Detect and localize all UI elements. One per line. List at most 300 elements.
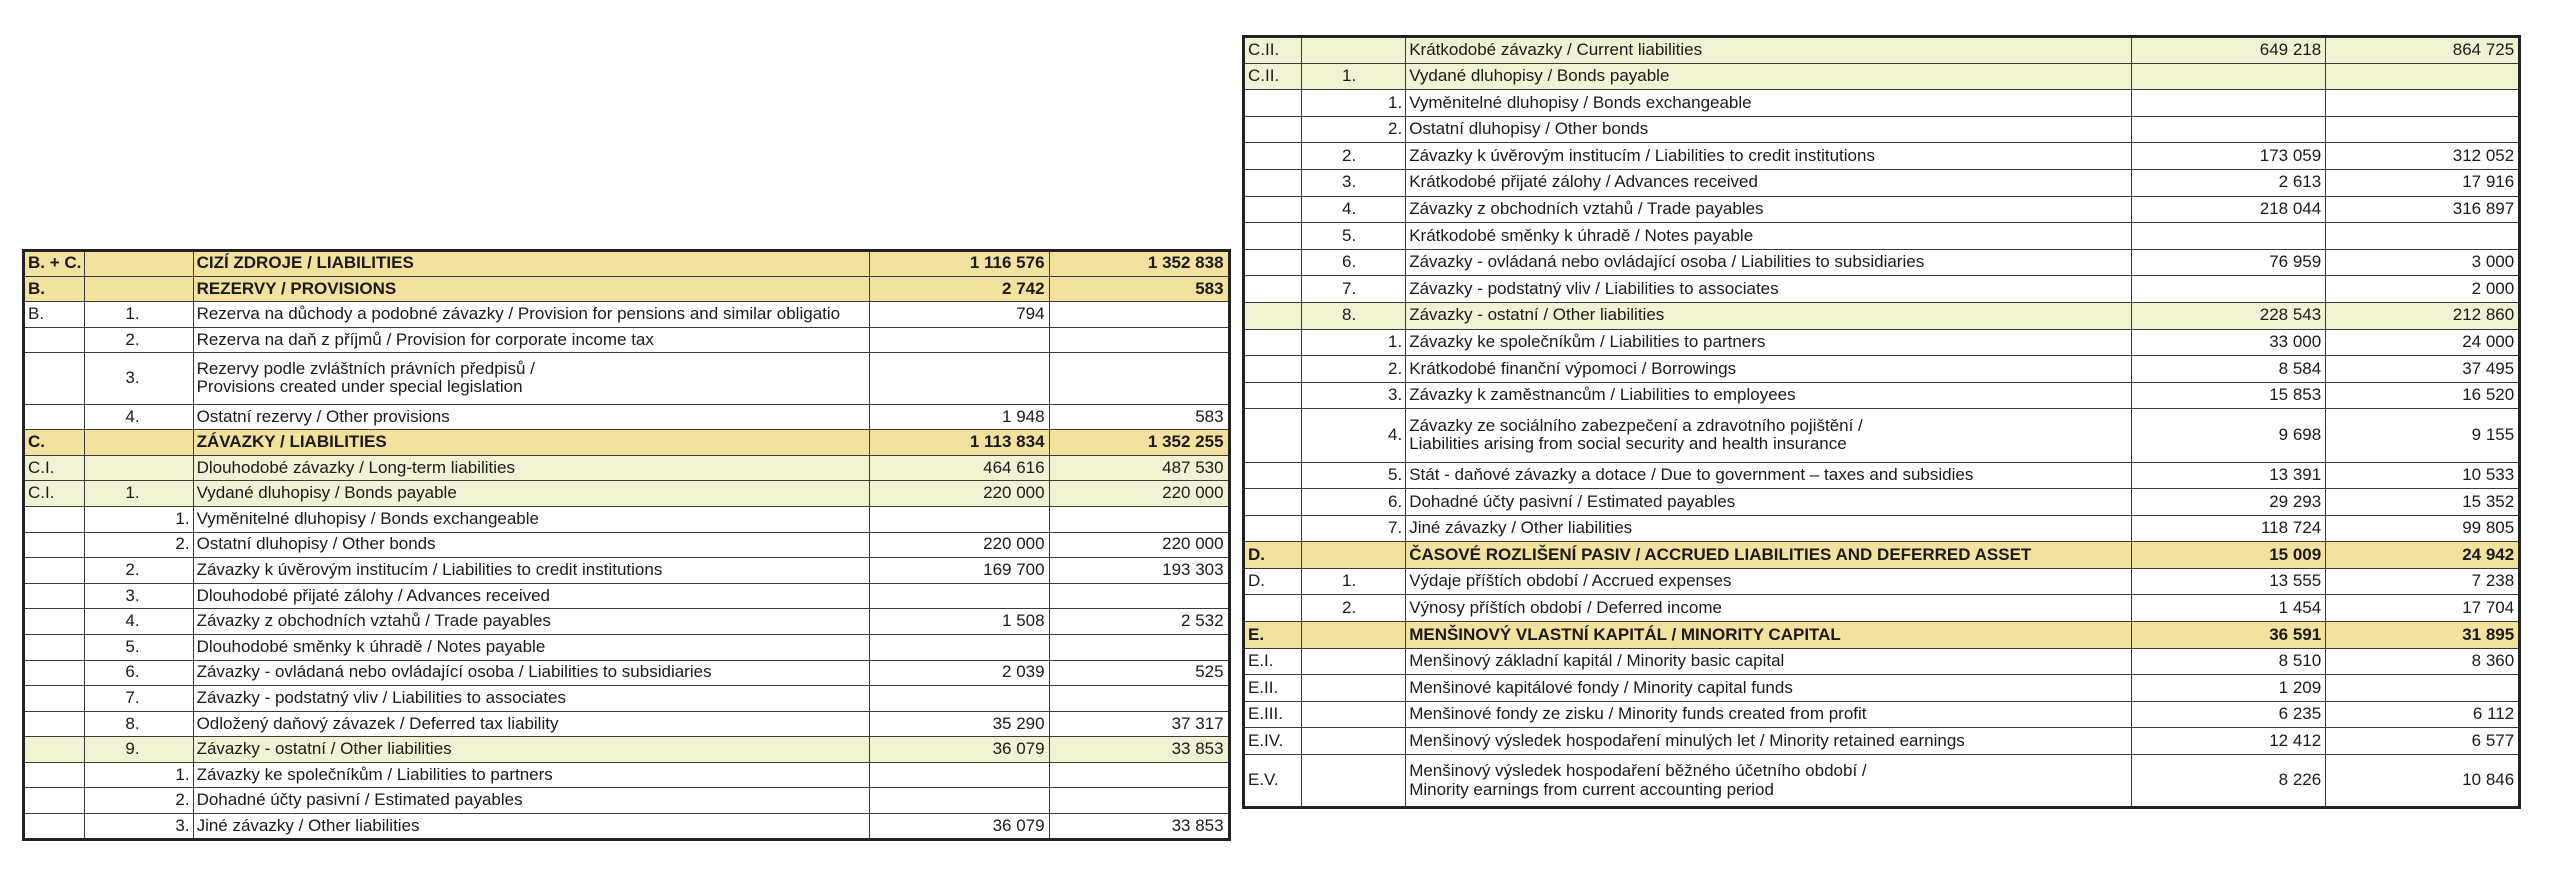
row-value-current: 6 235 <box>2132 701 2326 728</box>
row-description: Dohadné účty pasivní / Estimated payables <box>1406 489 2132 516</box>
table-row <box>24 481 1230 507</box>
row-value-previous: 583 <box>1049 404 1229 430</box>
row-value-previous: 31 895 <box>2326 622 2520 649</box>
table-row <box>24 609 1230 635</box>
row-value-previous <box>2326 223 2520 250</box>
row-value-previous: 33 853 <box>1049 814 1229 840</box>
row-description: Vyměnitelné dluhopisy / Bonds exchangeable <box>193 506 869 532</box>
row-section-code: C.I. <box>24 481 85 507</box>
table-row <box>24 686 1230 712</box>
row-item-number: 5. <box>85 634 193 660</box>
row-value-previous: 24 000 <box>2326 329 2520 356</box>
row-section-code <box>1244 249 1302 276</box>
row-section-code <box>24 609 85 635</box>
row-section-code <box>24 558 85 584</box>
row-description: Závazky ke společníkům / Liabilities to partners <box>193 762 869 788</box>
row-value-previous <box>1049 762 1229 788</box>
row-value-current: 169 700 <box>869 558 1049 584</box>
row-description-line-2: Minority earnings from current accounting period <box>1409 779 1774 799</box>
row-item-number <box>1302 675 1406 702</box>
row-value-previous: 17 704 <box>2326 595 2520 622</box>
row-section-code <box>24 353 85 404</box>
row-item-number: 8. <box>85 711 193 737</box>
table-row <box>1244 37 2520 64</box>
row-value-current: 36 079 <box>869 737 1049 763</box>
row-description: Menšinové kapitálové fondy / Minority capital funds <box>1406 675 2132 702</box>
row-value-current: 649 218 <box>2132 37 2326 64</box>
row-value-previous: 220 000 <box>1049 532 1229 558</box>
row-value-current: 2 039 <box>869 660 1049 686</box>
row-section-code: D. <box>1244 568 1302 595</box>
table-row <box>1244 728 2520 755</box>
table-row <box>1244 489 2520 516</box>
row-section-code <box>1244 169 1302 196</box>
row-value-current <box>869 788 1049 814</box>
table-row <box>1244 542 2520 569</box>
row-section-code: E.I. <box>1244 648 1302 675</box>
row-section-code: C.II. <box>1244 37 1302 64</box>
row-section-code <box>24 762 85 788</box>
table-row <box>1244 63 2520 90</box>
row-value-previous: 6 112 <box>2326 701 2520 728</box>
row-item-number: 5. <box>1302 462 1406 489</box>
table-row <box>1244 515 2520 542</box>
table-row <box>24 430 1230 456</box>
row-value-previous: 8 360 <box>2326 648 2520 675</box>
row-description: Závazky k zaměstnancům / Liabilities to employees <box>1406 382 2132 409</box>
table-row <box>1244 462 2520 489</box>
row-item-number: 4. <box>1302 196 1406 223</box>
row-item-number: 4. <box>85 404 193 430</box>
table-row <box>1244 90 2520 117</box>
row-value-current <box>869 583 1049 609</box>
row-item-number: 1. <box>1302 329 1406 356</box>
row-value-previous: 193 303 <box>1049 558 1229 584</box>
row-item-number: 8. <box>1302 302 1406 329</box>
row-value-current: 1 508 <box>869 609 1049 635</box>
table-row <box>1244 595 2520 622</box>
row-description: MENŠINOVÝ VLASTNÍ KAPITÁL / MINORITY CAPITAL <box>1406 622 2132 649</box>
row-item-number: 2. <box>1302 356 1406 383</box>
row-value-previous: 10 846 <box>2326 755 2520 808</box>
row-description: Závazky k úvěrovým institucím / Liabilities to credit institutions <box>193 558 869 584</box>
left-table-body <box>24 251 1230 840</box>
row-description: Závazky ke společníkům / Liabilities to partners <box>1406 329 2132 356</box>
row-value-previous <box>1049 686 1229 712</box>
right-balance-sheet-table <box>1242 35 2521 809</box>
row-value-previous <box>1049 634 1229 660</box>
row-value-current: 13 555 <box>2132 568 2326 595</box>
row-section-code: E.V. <box>1244 755 1302 808</box>
row-section-code <box>1244 356 1302 383</box>
row-description: Závazky - ovládaná nebo ovládající osoba / Liabilities to subsidiaries <box>1406 249 2132 276</box>
table-row <box>24 302 1230 328</box>
row-value-current: 1 116 576 <box>869 251 1049 277</box>
row-value-current: 2 613 <box>2132 169 2326 196</box>
row-value-previous: 316 897 <box>2326 196 2520 223</box>
row-value-current: 794 <box>869 302 1049 328</box>
row-value-previous <box>2326 116 2520 143</box>
table-row <box>1244 382 2520 409</box>
row-description: Odložený daňový závazek / Deferred tax liability <box>193 711 869 737</box>
row-description: Výnosy příštích období / Deferred income <box>1406 595 2132 622</box>
row-item-number: 2. <box>85 532 193 558</box>
row-section-code <box>1244 302 1302 329</box>
table-row <box>24 506 1230 532</box>
row-item-number: 7. <box>85 686 193 712</box>
table-row <box>1244 143 2520 170</box>
row-description: Výdaje příštích období / Accrued expenses <box>1406 568 2132 595</box>
table-row <box>24 737 1230 763</box>
row-description: Závazky - ovládaná nebo ovládající osoba / Liabilities to subsidiaries <box>193 660 869 686</box>
row-item-number: 1. <box>1302 568 1406 595</box>
row-value-previous: 33 853 <box>1049 737 1229 763</box>
row-section-code <box>1244 116 1302 143</box>
row-item-number <box>1302 542 1406 569</box>
row-value-current: 8 584 <box>2132 356 2326 383</box>
row-description: Ostatní dluhopisy / Other bonds <box>193 532 869 558</box>
row-value-current: 464 616 <box>869 455 1049 481</box>
row-description: Jiné závazky / Other liabilities <box>1406 515 2132 542</box>
row-description: Dlouhodobé směnky k úhradě / Notes payable <box>193 634 869 660</box>
table-row <box>24 634 1230 660</box>
row-value-current: 1 454 <box>2132 595 2326 622</box>
table-row <box>1244 409 2520 462</box>
row-section-code <box>24 737 85 763</box>
row-section-code <box>24 814 85 840</box>
row-value-previous: 9 155 <box>2326 409 2520 462</box>
row-description: Závazky - podstatný vliv / Liabilities to associates <box>1406 276 2132 303</box>
table-row <box>24 660 1230 686</box>
row-value-previous: 99 805 <box>2326 515 2520 542</box>
row-description: Rezerva na důchody a podobné závazky / Provision for pensions and similar obligatio <box>193 302 869 328</box>
row-value-current <box>2132 90 2326 117</box>
row-value-previous: 583 <box>1049 276 1229 302</box>
row-value-current: 13 391 <box>2132 462 2326 489</box>
row-section-code <box>1244 595 1302 622</box>
row-section-code <box>1244 462 1302 489</box>
table-row <box>24 762 1230 788</box>
row-item-number: 6. <box>85 660 193 686</box>
row-item-number: 6. <box>1302 249 1406 276</box>
row-value-current: 218 044 <box>2132 196 2326 223</box>
left-balance-sheet-table <box>22 249 1231 841</box>
row-section-code <box>1244 382 1302 409</box>
row-section-code: B. <box>24 302 85 328</box>
row-item-number: 2. <box>85 788 193 814</box>
row-value-current <box>2132 63 2326 90</box>
row-item-number <box>1302 37 1406 64</box>
row-section-code <box>24 327 85 353</box>
row-section-code <box>24 506 85 532</box>
row-section-code <box>1244 515 1302 542</box>
table-row <box>1244 169 2520 196</box>
row-value-previous: 2 532 <box>1049 609 1229 635</box>
row-value-previous: 1 352 838 <box>1049 251 1229 277</box>
row-section-code: C. <box>24 430 85 456</box>
row-value-current: 29 293 <box>2132 489 2326 516</box>
table-row <box>24 455 1230 481</box>
row-description: Dlouhodobé závazky / Long-term liabilities <box>193 455 869 481</box>
table-row <box>1244 701 2520 728</box>
table-row <box>1244 675 2520 702</box>
row-item-number: 1. <box>85 762 193 788</box>
row-description: Menšinové fondy ze zisku / Minority funds created from profit <box>1406 701 2132 728</box>
row-value-current: 1 209 <box>2132 675 2326 702</box>
row-item-number <box>1302 701 1406 728</box>
row-value-current: 220 000 <box>869 481 1049 507</box>
row-section-code: E.IV. <box>1244 728 1302 755</box>
row-section-code: E. <box>1244 622 1302 649</box>
row-value-previous: 6 577 <box>2326 728 2520 755</box>
row-item-number: 3. <box>85 814 193 840</box>
row-item-number: 4. <box>1302 409 1406 462</box>
row-value-current: 8 226 <box>2132 755 2326 808</box>
row-item-number <box>85 276 193 302</box>
row-section-code: C.II. <box>1244 63 1302 90</box>
row-value-current <box>2132 223 2326 250</box>
row-description: Menšinový základní kapitál / Minority basic capital <box>1406 648 2132 675</box>
row-value-previous <box>2326 63 2520 90</box>
row-description: Vyměnitelné dluhopisy / Bonds exchangeable <box>1406 90 2132 117</box>
row-value-previous: 37 317 <box>1049 711 1229 737</box>
row-item-number <box>85 455 193 481</box>
row-value-previous: 220 000 <box>1049 481 1229 507</box>
table-row <box>1244 755 2520 808</box>
row-value-previous: 17 916 <box>2326 169 2520 196</box>
row-description: Závazky - ostatní / Other liabilities <box>1406 302 2132 329</box>
row-description-line-1: Závazky ze sociálního zabezpečení a zdravotního pojištění / <box>1409 415 1863 435</box>
table-row <box>1244 568 2520 595</box>
row-value-previous <box>2326 90 2520 117</box>
row-section-code: B. + C. <box>24 251 85 277</box>
row-description-line-1: Rezervy podle zvláštních právních předpisů / <box>196 358 535 378</box>
row-description: Ostatní rezervy / Other provisions <box>193 404 869 430</box>
row-item-number: 1. <box>85 506 193 532</box>
row-section-code <box>24 634 85 660</box>
row-item-number <box>1302 622 1406 649</box>
row-item-number: 6. <box>1302 489 1406 516</box>
table-row <box>1244 302 2520 329</box>
table-row <box>1244 276 2520 303</box>
row-description-line-2: Liabilities arising from social security and health insurance <box>1409 434 1847 454</box>
row-value-current: 118 724 <box>2132 515 2326 542</box>
row-item-number <box>1302 648 1406 675</box>
row-value-previous: 24 942 <box>2326 542 2520 569</box>
row-value-current: 36 079 <box>869 814 1049 840</box>
table-row <box>1244 196 2520 223</box>
row-item-number: 3. <box>1302 382 1406 409</box>
table-row <box>24 711 1230 737</box>
row-value-previous: 16 520 <box>2326 382 2520 409</box>
row-value-previous: 487 530 <box>1049 455 1229 481</box>
row-section-code <box>1244 276 1302 303</box>
row-value-previous <box>1049 302 1229 328</box>
row-description: ČASOVÉ ROZLIŠENÍ PASIV / ACCRUED LIABILITIES AND DEFERRED ASSET <box>1406 542 2132 569</box>
row-value-previous: 2 000 <box>2326 276 2520 303</box>
table-row <box>24 404 1230 430</box>
row-value-current <box>2132 276 2326 303</box>
row-value-previous <box>1049 788 1229 814</box>
row-description: Vydané dluhopisy / Bonds payable <box>1406 63 2132 90</box>
row-value-current <box>869 506 1049 532</box>
row-section-code <box>1244 409 1302 462</box>
row-section-code <box>1244 90 1302 117</box>
row-description: Jiné závazky / Other liabilities <box>193 814 869 840</box>
row-value-previous <box>1049 583 1229 609</box>
row-value-previous <box>1049 327 1229 353</box>
row-description: Menšinový výsledek hospodaření minulých let / Minority retained earnings <box>1406 728 2132 755</box>
row-value-previous: 864 725 <box>2326 37 2520 64</box>
row-item-number: 2. <box>85 558 193 584</box>
row-value-current: 35 290 <box>869 711 1049 737</box>
row-value-previous: 3 000 <box>2326 249 2520 276</box>
row-description: Krátkodobé finanční výpomoci / Borrowings <box>1406 356 2132 383</box>
row-value-current <box>869 634 1049 660</box>
row-description: Ostatní dluhopisy / Other bonds <box>1406 116 2132 143</box>
row-value-current <box>869 327 1049 353</box>
row-value-current <box>2132 116 2326 143</box>
table-row <box>24 558 1230 584</box>
row-value-previous <box>2326 675 2520 702</box>
table-row <box>24 251 1230 277</box>
table-row <box>1244 116 2520 143</box>
row-section-code <box>1244 489 1302 516</box>
row-value-current: 15 009 <box>2132 542 2326 569</box>
row-section-code: C.I. <box>24 455 85 481</box>
row-description: Závazky - podstatný vliv / Liabilities to associates <box>193 686 869 712</box>
row-section-code <box>24 583 85 609</box>
row-item-number <box>85 430 193 456</box>
row-value-current <box>869 686 1049 712</box>
row-section-code <box>1244 329 1302 356</box>
row-item-number: 5. <box>1302 223 1406 250</box>
row-item-number: 1. <box>1302 63 1406 90</box>
row-value-previous <box>1049 353 1229 404</box>
row-section-code: D. <box>1244 542 1302 569</box>
row-value-current <box>869 353 1049 404</box>
row-section-code <box>24 404 85 430</box>
table-row <box>1244 223 2520 250</box>
row-description <box>1406 409 2132 462</box>
row-item-number: 1. <box>85 302 193 328</box>
row-item-number: 2. <box>1302 595 1406 622</box>
row-value-current: 12 412 <box>2132 728 2326 755</box>
row-item-number: 9. <box>85 737 193 763</box>
row-value-current: 1 948 <box>869 404 1049 430</box>
row-description: Závazky z obchodních vztahů / Trade payables <box>1406 196 2132 223</box>
row-section-code: E.II. <box>1244 675 1302 702</box>
row-section-code <box>1244 143 1302 170</box>
row-value-current: 9 698 <box>2132 409 2326 462</box>
row-value-current: 8 510 <box>2132 648 2326 675</box>
row-item-number: 2. <box>1302 116 1406 143</box>
row-section-code <box>24 660 85 686</box>
row-item-number: 4. <box>85 609 193 635</box>
row-description <box>1406 755 2132 808</box>
row-item-number: 3. <box>1302 169 1406 196</box>
row-value-previous: 37 495 <box>2326 356 2520 383</box>
row-item-number: 3. <box>85 583 193 609</box>
row-value-current: 33 000 <box>2132 329 2326 356</box>
row-value-previous: 10 533 <box>2326 462 2520 489</box>
row-description: Závazky z obchodních vztahů / Trade payables <box>193 609 869 635</box>
table-row <box>1244 329 2520 356</box>
row-value-previous <box>1049 506 1229 532</box>
row-value-current: 2 742 <box>869 276 1049 302</box>
table-row <box>24 353 1230 404</box>
row-description: Krátkodobé přijaté zálohy / Advances received <box>1406 169 2132 196</box>
table-row <box>24 583 1230 609</box>
row-description: Závazky k úvěrovým institucím / Liabilities to credit institutions <box>1406 143 2132 170</box>
row-item-number <box>85 251 193 277</box>
row-description: Rezerva na daň z příjmů / Provision for corporate income tax <box>193 327 869 353</box>
row-value-previous: 312 052 <box>2326 143 2520 170</box>
row-description: REZERVY / PROVISIONS <box>193 276 869 302</box>
row-description-line-1: Menšinový výsledek hospodaření běžného účetního období / <box>1409 760 1867 780</box>
row-value-current: 36 591 <box>2132 622 2326 649</box>
row-value-current: 220 000 <box>869 532 1049 558</box>
row-value-previous: 212 860 <box>2326 302 2520 329</box>
row-description: Vydané dluhopisy / Bonds payable <box>193 481 869 507</box>
row-item-number: 1. <box>85 481 193 507</box>
row-section-code <box>24 686 85 712</box>
table-row <box>24 327 1230 353</box>
row-item-number: 3. <box>85 353 193 404</box>
row-description: Krátkodobé směnky k úhradě / Notes payable <box>1406 223 2132 250</box>
row-value-current: 1 113 834 <box>869 430 1049 456</box>
row-item-number <box>1302 755 1406 808</box>
row-value-previous: 525 <box>1049 660 1229 686</box>
row-description: Dlouhodobé přijaté zálohy / Advances received <box>193 583 869 609</box>
row-value-current: 15 853 <box>2132 382 2326 409</box>
row-item-number: 7. <box>1302 515 1406 542</box>
row-value-previous: 1 352 255 <box>1049 430 1229 456</box>
row-item-number: 1. <box>1302 90 1406 117</box>
row-description: Stát - daňové závazky a dotace / Due to government – taxes and subsidies <box>1406 462 2132 489</box>
row-section-code <box>1244 223 1302 250</box>
row-value-current: 76 959 <box>2132 249 2326 276</box>
table-row <box>1244 249 2520 276</box>
table-row <box>1244 648 2520 675</box>
table-row <box>1244 356 2520 383</box>
row-section-code: B. <box>24 276 85 302</box>
row-section-code <box>24 711 85 737</box>
row-value-previous: 7 238 <box>2326 568 2520 595</box>
row-item-number: 2. <box>1302 143 1406 170</box>
table-row <box>24 814 1230 840</box>
row-section-code <box>24 788 85 814</box>
row-description <box>193 353 869 404</box>
table-row <box>24 532 1230 558</box>
row-description: Závazky - ostatní / Other liabilities <box>193 737 869 763</box>
table-row <box>1244 622 2520 649</box>
row-value-previous: 15 352 <box>2326 489 2520 516</box>
row-value-current: 173 059 <box>2132 143 2326 170</box>
row-item-number: 7. <box>1302 276 1406 303</box>
row-description: Krátkodobé závazky / Current liabilities <box>1406 37 2132 64</box>
row-description-line-2: Provisions created under special legislation <box>196 377 523 397</box>
row-section-code <box>1244 196 1302 223</box>
right-table-body <box>1244 37 2520 808</box>
row-section-code <box>24 532 85 558</box>
row-item-number <box>1302 728 1406 755</box>
row-value-current <box>869 762 1049 788</box>
row-description: ZÁVAZKY / LIABILITIES <box>193 430 869 456</box>
row-item-number: 2. <box>85 327 193 353</box>
row-description: CIZÍ ZDROJE / LIABILITIES <box>193 251 869 277</box>
table-row <box>24 276 1230 302</box>
